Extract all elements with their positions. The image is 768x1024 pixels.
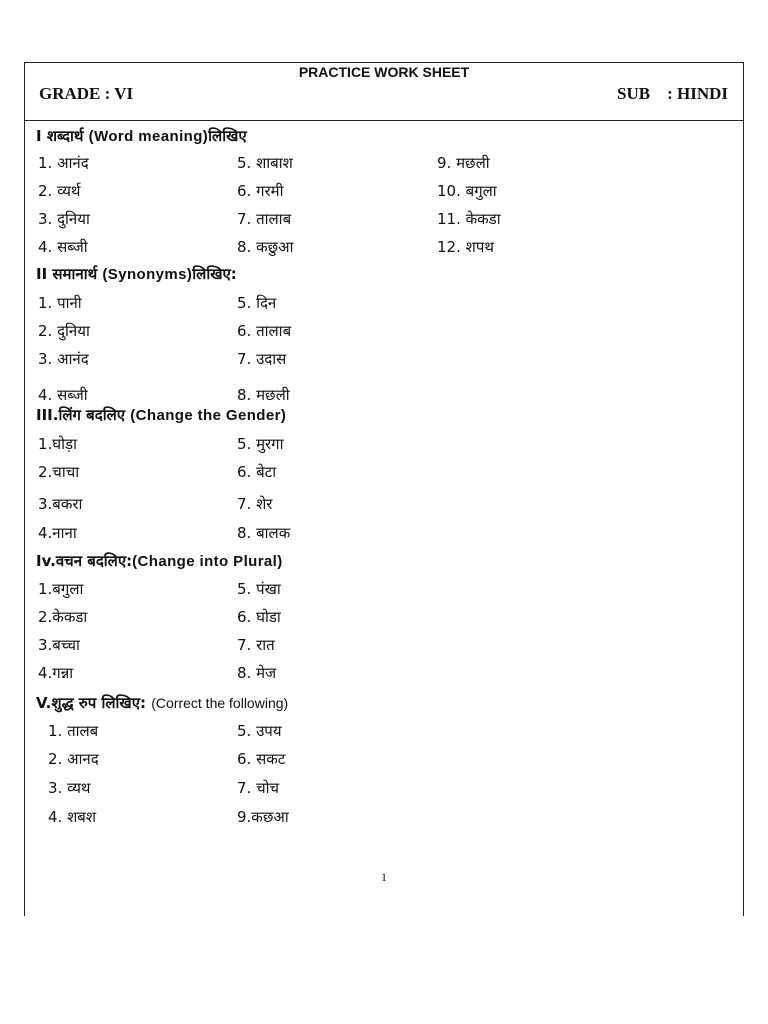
section-3-english-title: (Change the Gender) xyxy=(130,407,287,424)
section-4-row xyxy=(0,604,768,630)
word-item: 7. तालाब xyxy=(237,210,292,228)
header-top-rule xyxy=(24,62,744,63)
section-5-row xyxy=(0,718,768,744)
page-number: 1 xyxy=(381,870,387,884)
word-item: 5. पंखा xyxy=(237,580,281,598)
word-item: 1. तालब xyxy=(48,722,99,740)
section-1-row xyxy=(0,150,768,176)
word-item: 2. दुनिया xyxy=(38,322,90,340)
section-3-row xyxy=(0,459,768,485)
section-1-number: I xyxy=(36,127,47,145)
section-5-row xyxy=(0,804,768,830)
section-2-heading xyxy=(36,262,237,286)
section-1-english-title: (Word meaning) xyxy=(88,128,209,145)
section-4-heading xyxy=(36,549,283,573)
subject-label: SUB : HINDI xyxy=(617,84,728,103)
section-4-row xyxy=(0,576,768,602)
word-item: 3.बच्चा xyxy=(38,636,80,654)
word-item: 7. उदास xyxy=(237,350,287,368)
word-item: 5. उपय xyxy=(237,722,282,740)
section-1-heading xyxy=(36,124,247,148)
word-item: 6. तालाब xyxy=(237,322,292,340)
word-item: 7. चोच xyxy=(237,779,280,797)
word-item: 1.घोड़ा xyxy=(38,435,77,453)
section-3-row xyxy=(0,520,768,546)
word-item: 6. गरमी xyxy=(237,182,284,200)
sheet-title: PRACTICE WORK SHEET xyxy=(298,64,470,80)
word-item: 4.नाना xyxy=(38,524,77,542)
section-4-row xyxy=(0,632,768,658)
word-item: 1. पानी xyxy=(38,294,82,312)
word-item: 9.कछआ xyxy=(237,808,289,826)
section-1-row xyxy=(0,234,768,260)
section-3-row xyxy=(0,491,768,517)
word-item: 5. दिन xyxy=(237,294,277,312)
word-item: 4. सब्जी xyxy=(38,238,88,256)
section-2-english-title: (Synonyms) xyxy=(102,266,193,283)
section-3-hindi-title: लिंग बदलिए xyxy=(58,406,131,424)
section-3-row xyxy=(0,431,768,457)
word-item: 9. मछली xyxy=(437,154,490,172)
section-5-row xyxy=(0,775,768,801)
word-item: 4. सब्जी xyxy=(38,386,88,404)
header-bottom-rule xyxy=(24,120,744,121)
word-item: 6. बेटा xyxy=(237,463,277,481)
word-item: 8. मेज xyxy=(237,664,277,682)
word-item: 2.केकडा xyxy=(38,608,88,626)
section-5-number: V. xyxy=(36,694,52,712)
word-item: 7. शेर xyxy=(237,495,273,513)
word-item: 7. रात xyxy=(237,636,275,654)
section-2-row-cut-off xyxy=(0,382,768,404)
section-1-hindi-title: शब्दार्थ xyxy=(46,127,89,145)
word-item: 5. शाबाश xyxy=(237,154,293,172)
section-1-instruction: लिखिए xyxy=(208,127,247,145)
word-item: 8. बालक xyxy=(237,524,291,542)
word-item: 2. व्यर्थ xyxy=(38,182,81,200)
word-item: 3. दुनिया xyxy=(38,210,90,228)
word-item: 6. घोडा xyxy=(237,608,281,626)
section-5-row xyxy=(0,746,768,772)
word-item: 4.गन्ना xyxy=(38,664,74,682)
grade-label: GRADE : VI xyxy=(39,84,134,103)
word-item: 8. कछुआ xyxy=(237,238,294,256)
word-item: 4. शबश xyxy=(48,808,97,826)
section-5-heading xyxy=(36,691,288,715)
word-item: 3.बकरा xyxy=(38,495,83,513)
section-4-hindi-title: वचन बदलिए: xyxy=(55,552,133,570)
section-1-row xyxy=(0,206,768,232)
section-2-row xyxy=(0,290,768,316)
word-item: 6. सकट xyxy=(237,750,286,768)
section-5-hindi-title: शुद्ध रुप लिखिए: xyxy=(51,694,152,712)
word-item: 10. बगुला xyxy=(437,182,497,200)
word-item: 3. व्यथ xyxy=(48,779,91,797)
word-item: 8. मछली xyxy=(237,386,290,404)
section-5-english-title: (Correct the following) xyxy=(151,695,289,711)
word-item: 11. केकडा xyxy=(437,210,501,228)
section-4-number: Iv. xyxy=(36,552,56,570)
section-2-instruction: लिखिए: xyxy=(192,265,237,283)
section-3-heading xyxy=(36,403,286,427)
section-1-row xyxy=(0,178,768,204)
section-4-english-title: (Change into Plural) xyxy=(132,553,283,570)
section-2-hindi-title: समानार्थ xyxy=(52,265,103,283)
word-item: 3. आनंद xyxy=(38,350,89,368)
word-item: 1.बगुला xyxy=(38,580,84,598)
word-item: 5. मुरगा xyxy=(237,435,284,453)
word-item: 12. शपथ xyxy=(437,238,494,256)
word-item: 2.चाचा xyxy=(38,463,80,481)
section-2-row xyxy=(0,318,768,344)
word-item: 1. आनंद xyxy=(38,154,89,172)
section-4-row xyxy=(0,660,768,686)
word-item: 2. आनद xyxy=(48,750,99,768)
section-2-row xyxy=(0,346,768,372)
section-3-number: III. xyxy=(36,406,59,424)
section-2-number: II xyxy=(36,265,53,283)
